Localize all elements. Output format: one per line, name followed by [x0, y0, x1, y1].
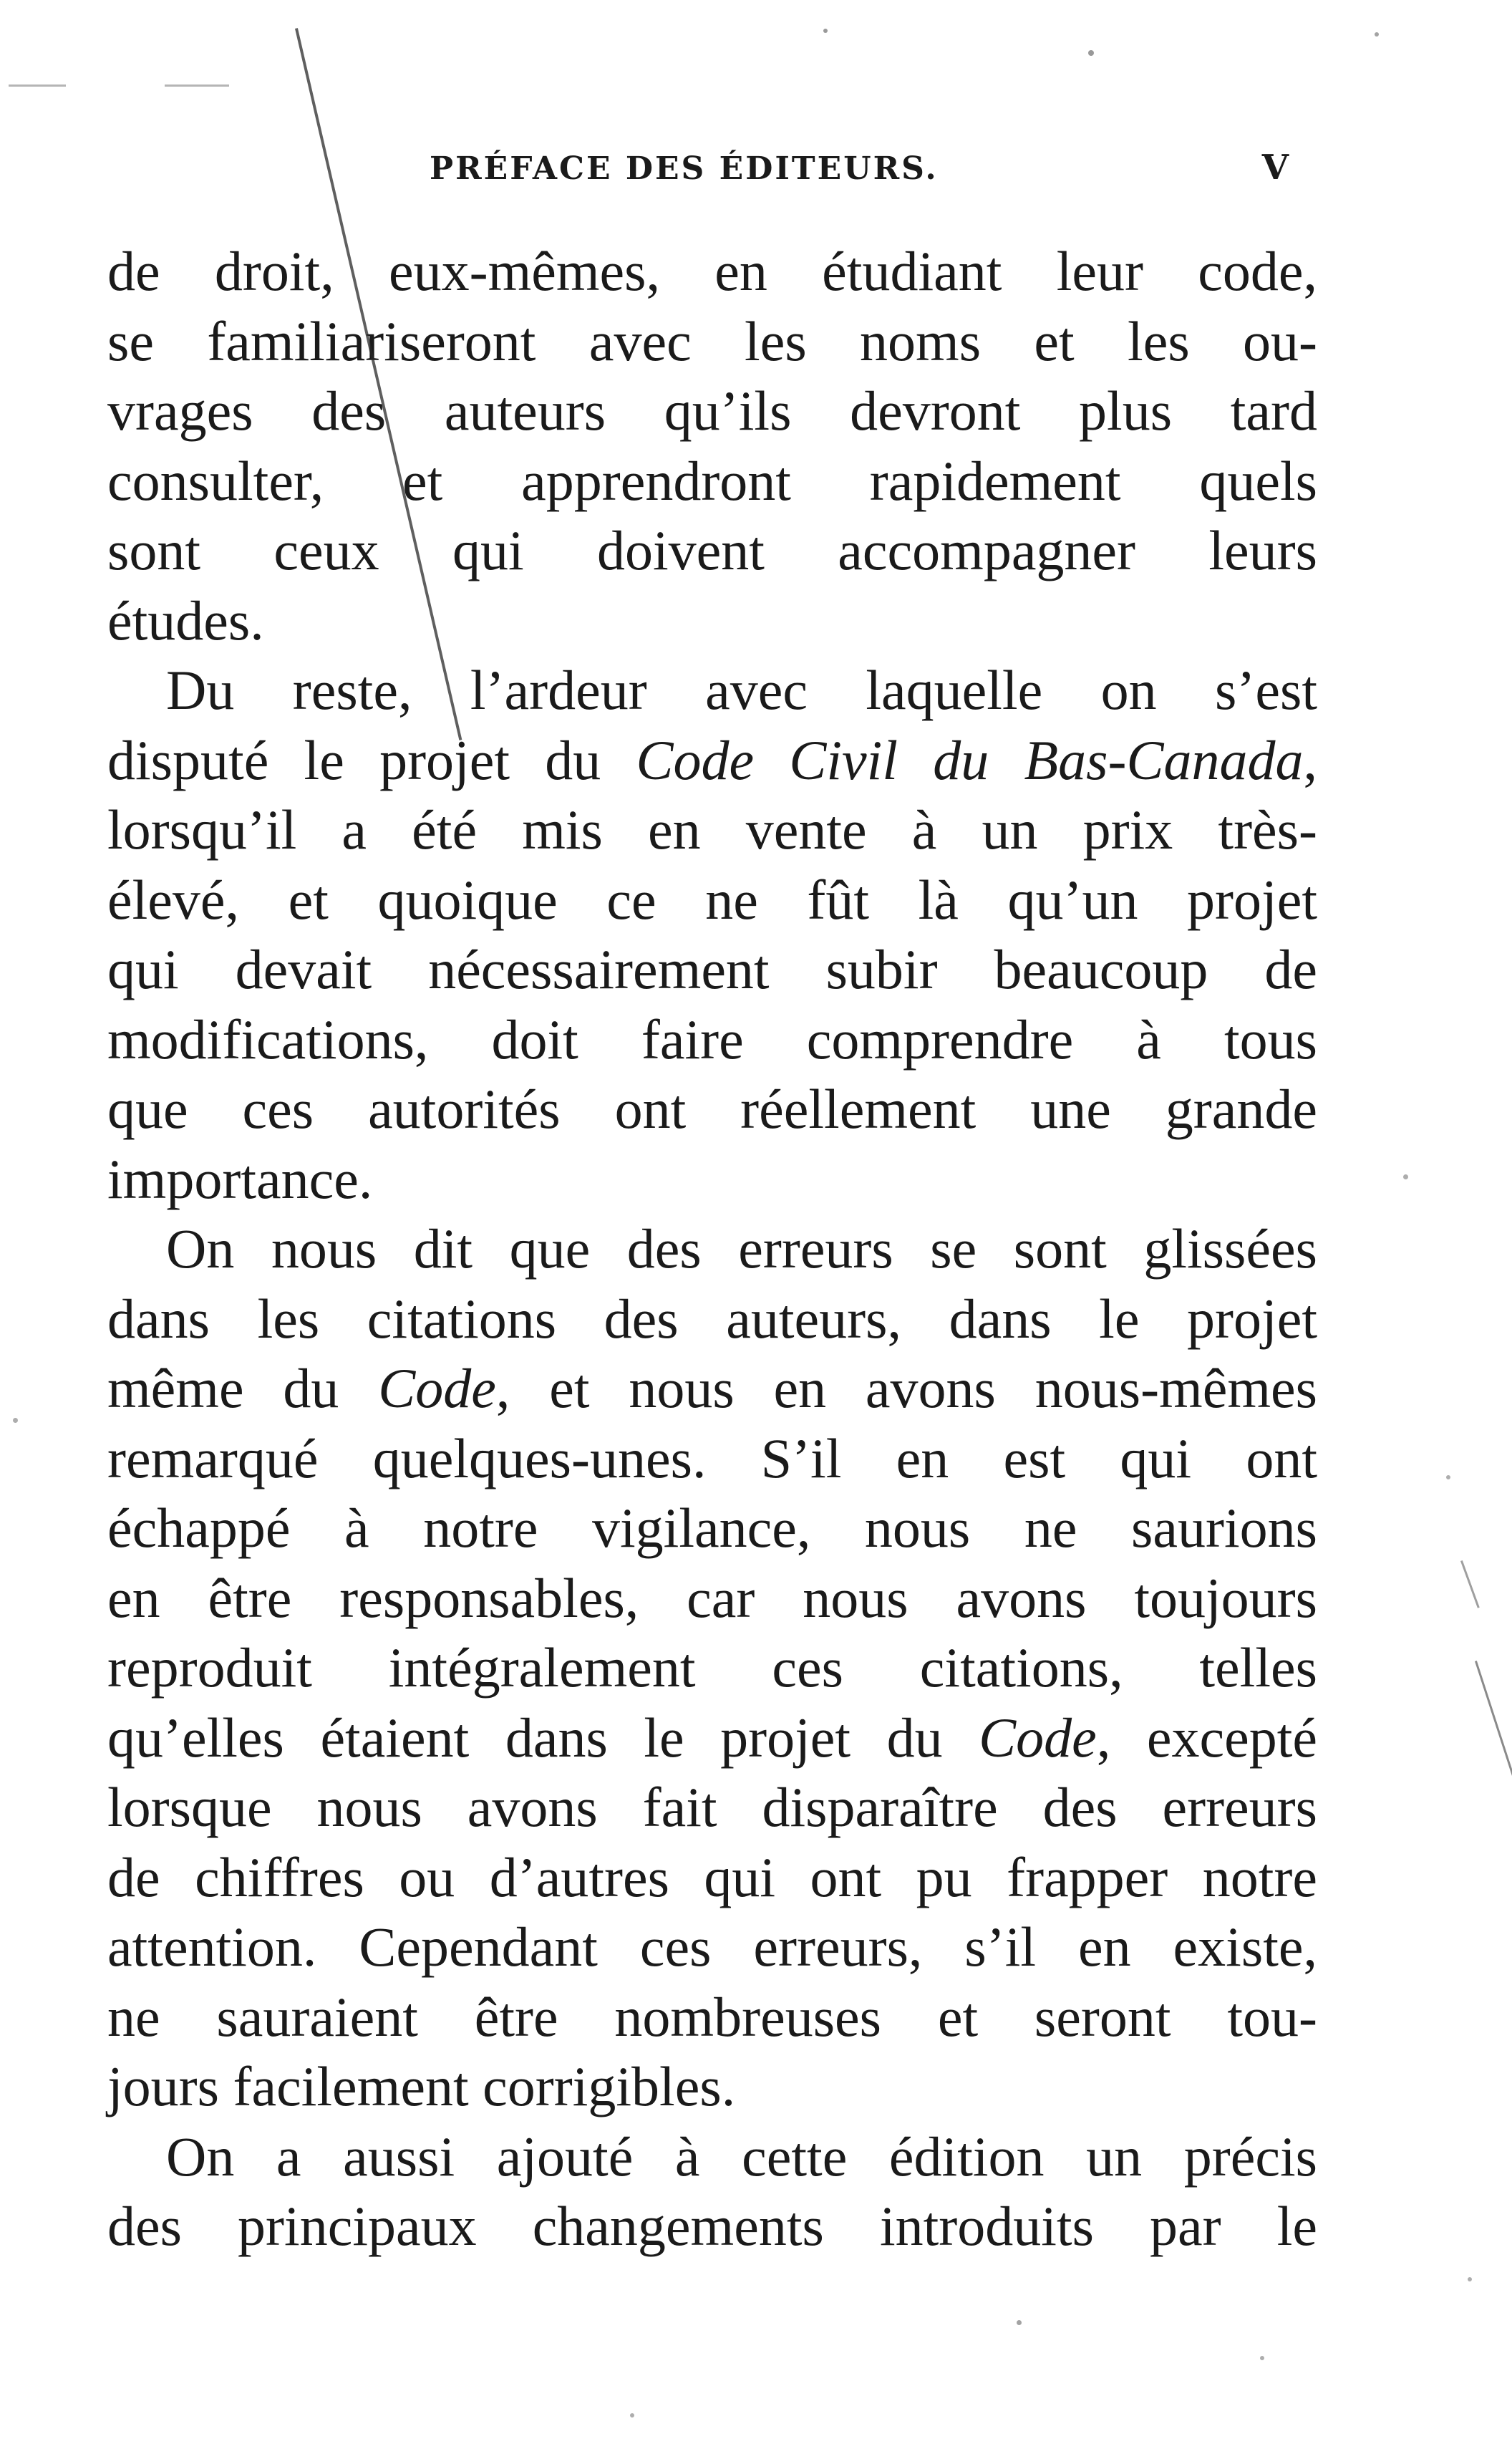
text-line: [107, 725, 1317, 796]
scan-speck: [1468, 2277, 1472, 2281]
text-line: [107, 1982, 1317, 2052]
text-segment: disputé le projet du: [107, 728, 636, 791]
text-line: [107, 1074, 1317, 1144]
text-segment: en être responsables, car nous avons toujours: [107, 1566, 1317, 1629]
text-segment: modifications, doit faire comprendre à tous: [107, 1008, 1317, 1071]
scan-speck: [1446, 1475, 1450, 1479]
text-line: [107, 795, 1317, 865]
italic-text: Code: [378, 1357, 496, 1419]
text-segment: élevé, et quoique ce ne fût là qu’un projet: [107, 868, 1317, 931]
text-segment: de droit, eux-mêmes, en étudiant leur code,: [107, 240, 1317, 302]
text-line: [107, 2052, 1317, 2122]
scan-speck: [1017, 2320, 1022, 2325]
text-line: [107, 1005, 1317, 1075]
text-line: [107, 1842, 1317, 1913]
body-text: [107, 236, 1317, 2261]
text-segment: Du reste, l’ardeur avec laquelle on s’est: [166, 659, 1317, 721]
text-line: [107, 655, 1317, 725]
text-line: [107, 1424, 1317, 1494]
text-segment: ne sauraient être nombreuses et seront tou-: [107, 1985, 1317, 2048]
text-segment: qui devait nécessairement subir beaucoup de: [107, 938, 1317, 1000]
text-line: [107, 1912, 1317, 1982]
text-line: [107, 1633, 1317, 1703]
text-line: [107, 1284, 1317, 1354]
italic-text: Code Civil du Bas-Canada: [636, 728, 1304, 791]
text-line: [107, 934, 1317, 1005]
text-segment: , excepté: [1096, 1706, 1317, 1769]
scan-speck: [1403, 1174, 1408, 1179]
text-line: [107, 446, 1317, 516]
text-segment: ,: [1303, 728, 1317, 791]
text-line: [107, 516, 1317, 586]
text-segment: reproduit intégralement ces citations, telles: [107, 1636, 1317, 1699]
text-segment: échappé à notre vigilance, nous ne saurions: [107, 1497, 1317, 1559]
text-line: [107, 1493, 1317, 1563]
scan-speck: [1088, 50, 1094, 56]
text-segment: lorsqu’il a été mis en vente à un prix très-: [107, 798, 1317, 861]
page-number: V: [1261, 148, 1289, 188]
scan-speck: [13, 1418, 18, 1423]
text-line: [107, 1353, 1317, 1424]
scan-speck: [823, 29, 828, 33]
text-segment: remarqué quelques-unes. S’il en est qui ont: [107, 1426, 1317, 1489]
text-segment: se familiariseront avec les noms et les ou-: [107, 309, 1317, 372]
text-segment: vrages des auteurs qu’ils devront plus tard: [107, 380, 1317, 442]
text-segment: On a aussi ajouté à cette édition un précis: [166, 2125, 1317, 2188]
text-segment: études.: [107, 589, 264, 652]
text-segment: attention. Cependant ces erreurs, s’il en existe,: [107, 1916, 1317, 1978]
italic-text: Code: [979, 1706, 1097, 1769]
text-line: [107, 865, 1317, 935]
text-line: [107, 1703, 1317, 1773]
text-segment: jours facilement corrigibles.: [107, 2055, 736, 2117]
text-line: [107, 1563, 1317, 1633]
scan-stroke-artifact: [165, 84, 229, 87]
scan-stroke-artifact: [1460, 1560, 1480, 1608]
scan-stroke-artifact: [1475, 1661, 1512, 1797]
text-segment: que ces autorités ont réellement une grande: [107, 1078, 1317, 1140]
text-segment: importance.: [107, 1147, 373, 1210]
text-line: [107, 586, 1317, 656]
running-title: PRÉFACE DES ÉDITEURS.: [430, 150, 939, 187]
text-line: [107, 2122, 1317, 2192]
text-line: [107, 1772, 1317, 1842]
text-segment: , et nous en avons nous-mêmes: [495, 1357, 1317, 1419]
text-line: [107, 1214, 1317, 1284]
scan-speck: [630, 2413, 634, 2418]
text-segment: des principaux changements introduits par le: [107, 2195, 1317, 2257]
text-segment: consulter, et apprendront rapidement quels: [107, 449, 1317, 512]
text-line: [107, 236, 1317, 306]
running-head: [107, 143, 1310, 193]
text-segment: lorsque nous avons fait disparaître des erreurs: [107, 1776, 1317, 1838]
text-segment: même du: [107, 1357, 379, 1419]
text-segment: sont ceux qui doivent accompagner leurs: [107, 519, 1317, 581]
scan-speck: [1375, 32, 1379, 37]
text-line: [107, 2191, 1317, 2261]
text-line: [107, 376, 1317, 446]
text-segment: qu’elles étaient dans le projet du: [107, 1706, 979, 1769]
scan-stroke-artifact: [9, 84, 66, 87]
text-segment: dans les citations des auteurs, dans le projet: [107, 1287, 1317, 1350]
text-segment: On nous dit que des erreurs se sont glissées: [166, 1217, 1317, 1280]
text-line: [107, 1144, 1317, 1214]
text-line: [107, 306, 1317, 377]
text-segment: de chiffres ou d’autres qui ont pu frapper notre: [107, 1845, 1317, 1908]
scan-speck: [1260, 2356, 1264, 2360]
